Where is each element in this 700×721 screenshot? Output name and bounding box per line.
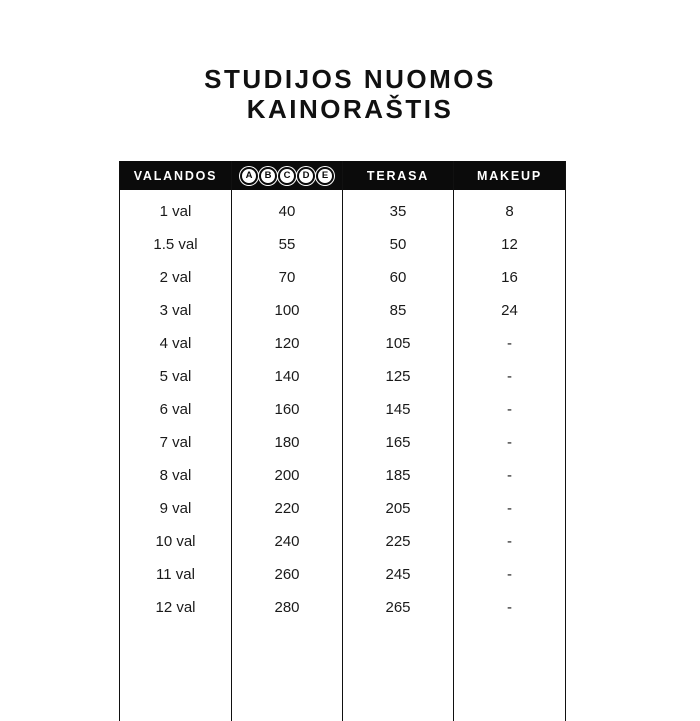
studio-letter-b: B xyxy=(259,167,277,185)
studio-letter-d: D xyxy=(297,167,315,185)
studio-letter-a: A xyxy=(240,167,258,185)
cell-makeup: - xyxy=(507,335,512,352)
cell-studios: 100 xyxy=(274,302,300,319)
column-terasa xyxy=(342,161,453,721)
cell-studios: 240 xyxy=(274,533,300,550)
cell-terasa: 185 xyxy=(385,467,411,484)
cell-hours: 8 val xyxy=(159,467,192,484)
cell-hours: 12 val xyxy=(155,599,196,616)
cell-makeup: 12 xyxy=(501,236,518,253)
cell-hours: 5 val xyxy=(159,368,192,385)
cell-studios: 55 xyxy=(278,236,296,253)
cells-hours xyxy=(120,190,231,629)
cell-terasa: 85 xyxy=(389,302,407,319)
cell-studios: 120 xyxy=(274,335,300,352)
header-makeup: MAKEUP xyxy=(454,161,565,190)
cell-makeup: 24 xyxy=(501,302,518,319)
title-line-2: KAINORAŠTIS xyxy=(246,94,454,124)
header-hours: VALANDOS xyxy=(120,161,231,190)
header-studios xyxy=(232,161,342,190)
cell-terasa: 165 xyxy=(385,434,411,451)
page-title xyxy=(0,64,700,124)
cell-makeup: - xyxy=(507,467,512,484)
cell-terasa: 60 xyxy=(389,269,407,286)
cell-terasa: 245 xyxy=(385,566,411,583)
cell-makeup: - xyxy=(507,566,512,583)
cell-terasa: 35 xyxy=(389,203,407,220)
cell-hours: 11 val xyxy=(156,566,195,583)
cell-terasa: 50 xyxy=(389,236,407,253)
cell-terasa: 225 xyxy=(385,533,411,550)
cell-studios: 220 xyxy=(274,500,300,517)
cell-terasa: 145 xyxy=(385,401,411,418)
cell-terasa: 105 xyxy=(385,335,411,352)
cell-makeup: 8 xyxy=(505,203,514,220)
cell-studios: 140 xyxy=(274,368,300,385)
cell-hours: 1 val xyxy=(159,203,192,220)
cell-makeup: 16 xyxy=(501,269,518,286)
column-makeup xyxy=(453,161,566,721)
cell-hours: 7 val xyxy=(159,434,192,451)
cell-hours: 4 val xyxy=(159,335,192,352)
cell-studios: 160 xyxy=(274,401,300,418)
cell-hours: 10 val xyxy=(155,533,196,550)
cell-studios: 70 xyxy=(278,269,296,286)
cell-terasa: 205 xyxy=(385,500,411,517)
cell-studios: 40 xyxy=(278,203,296,220)
cell-studios: 180 xyxy=(274,434,300,451)
cell-studios: 200 xyxy=(274,467,300,484)
cells-terasa xyxy=(343,190,453,629)
cell-terasa: 125 xyxy=(385,368,411,385)
header-terasa: TERASA xyxy=(343,161,453,190)
cell-hours: 9 val xyxy=(159,500,192,517)
cell-terasa: 265 xyxy=(385,599,411,616)
cell-hours: 1.5 val xyxy=(153,236,198,253)
price-table xyxy=(119,161,566,721)
cell-makeup: - xyxy=(507,434,512,451)
studio-letter-e: E xyxy=(316,167,334,185)
studio-letters xyxy=(240,167,334,185)
cell-makeup: - xyxy=(507,533,512,550)
cell-makeup: - xyxy=(507,368,512,385)
studio-letter-c: C xyxy=(278,167,296,185)
cell-studios: 260 xyxy=(274,566,300,583)
cell-hours: 2 val xyxy=(159,269,192,286)
cell-hours: 3 val xyxy=(159,302,192,319)
column-hours xyxy=(119,161,231,721)
cell-makeup: - xyxy=(507,599,512,616)
cells-studios xyxy=(232,190,342,629)
cell-hours: 6 val xyxy=(159,401,192,418)
cell-studios: 280 xyxy=(274,599,300,616)
cell-makeup: - xyxy=(507,500,512,517)
title-line-1: STUDIJOS NUOMOS xyxy=(204,64,496,94)
column-studios xyxy=(231,161,342,721)
cell-makeup: - xyxy=(507,401,512,418)
cells-makeup xyxy=(454,190,565,629)
